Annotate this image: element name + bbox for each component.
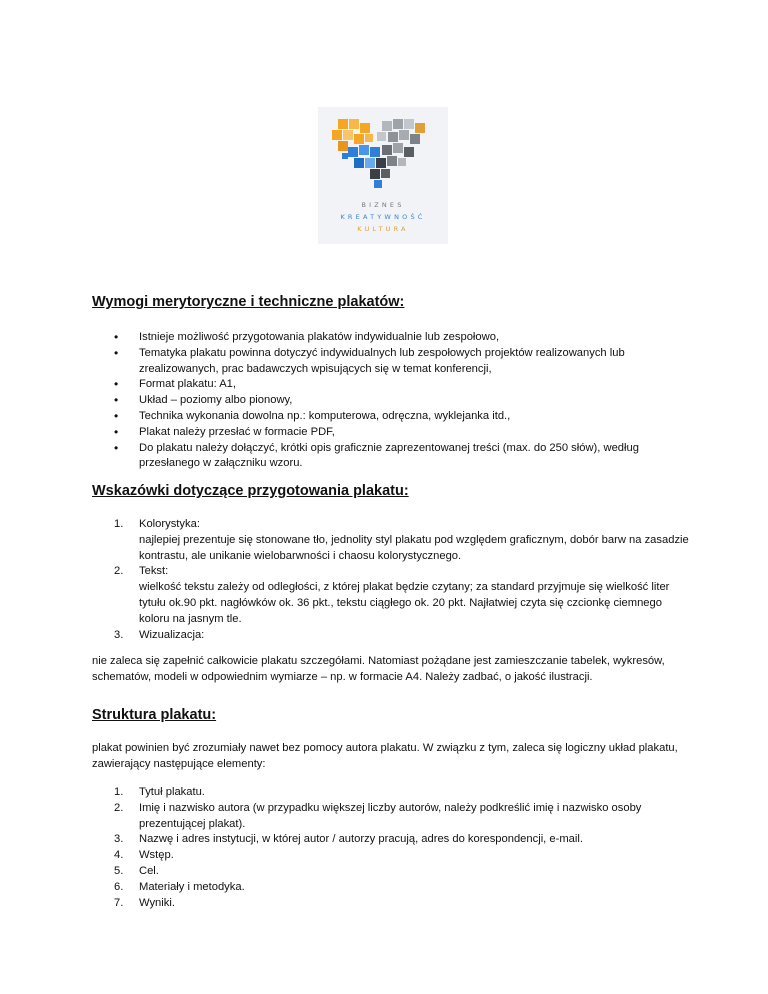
item-number: 1.: [114, 518, 124, 530]
item-text: Imię i nazwisko autora (w przypadku większej liczby autorów, należy podkreślić imię i nazwisko osoby prezentującej plakat).: [139, 801, 642, 830]
item-text: Wstęp.: [139, 849, 174, 862]
item-text: Tytuł plakatu.: [139, 786, 205, 798]
item-description: najlepiej prezentuje się stonowane tło, jednolity styl plakatu pod względem graficznym, dobór barw na zasadzie kontrastu, ale unikanie wielobarwności i chaosu kolorystycznego.: [139, 533, 689, 562]
item-title: Tekst:: [139, 565, 169, 578]
structure-intro: plakat powinien być zrozumiały nawet bez pomocy autora plakatu. W związku z tym, zaleca się logiczny układ plakatu, zawierający następujące elementy:: [92, 742, 678, 770]
item-description: wielkość tekstu zależy od odległości, z której plakat będzie czytany; za standard przyjmuje się wielkość liter tytułu ok.90 pkt. nagłówków ok. 36 pkt., tekstu ciągłego ok. 20 pkt. Najłatwiej czyta się czcionkę ciemnego koloru na jasnym tle.: [139, 581, 670, 625]
list-item: • Do plakatu należy dołączyć, krótki opis graficznie zaprezentowanej treści (max. do 250 słów), według przesłanego w załączniku wzoru.: [92, 441, 692, 473]
list-item: [92, 564, 692, 627]
item-number: 3.: [114, 833, 124, 846]
item-number: 7.: [114, 896, 124, 909]
item-text: Cel.: [139, 864, 159, 877]
item-number: 2.: [114, 801, 124, 814]
item-text: Wyniki.: [139, 896, 175, 909]
list-item: [92, 801, 692, 833]
list-item: • Technika wykonania dowolna np.: komputerowa, odręczna, wyklejanka itd.,: [92, 409, 692, 425]
item-title: Kolorystyka:: [139, 518, 200, 530]
list-item: [92, 864, 692, 880]
list-item: • Układ – poziomy albo pionowy,: [92, 393, 692, 409]
list-item: [92, 628, 692, 644]
list-item: • Istnieje możliwość przygotowania plakatów indywidualnie lub zespołowo,: [92, 330, 692, 346]
list-item: • Plakat należy przesłać w formacie PDF,: [92, 425, 692, 441]
item-text: Materiały i metodyka.: [139, 880, 245, 893]
logo-text-kreatywnosc: KREATYWNOŚĆ: [340, 213, 426, 221]
visualization-paragraph: nie zaleca się zapełnić całkowicie plakatu szczegółami. Natomiast pożądane jest zamieszczanie tabelek, wykresów, schematów, modeli w odpowiednim wymiarze – np. w formacie A4. Należy zadbać, o jakość ilustracji.: [92, 655, 665, 683]
structure-list: [92, 785, 692, 911]
logo-text-biznes: BIZNES: [361, 201, 405, 209]
requirements-list: [92, 330, 692, 472]
conference-logo: [318, 107, 448, 244]
list-item: [92, 896, 692, 912]
list-item: [92, 880, 692, 896]
section-heading-requirements: Wymogi merytoryczne i techniczne plakatów:: [92, 294, 405, 310]
list-item: • Format plakatu: A1,: [92, 377, 692, 393]
item-number: 4.: [114, 849, 124, 862]
heart-pixel-logo-icon: [318, 107, 448, 197]
item-number: 5.: [114, 864, 124, 877]
list-item: [92, 848, 692, 864]
list-item: • Tematyka plakatu powinna dotyczyć indywidualnych lub zespołowych projektów realizowanych lub zrealizowanych, prac badawczych wpisujących się w temat konferencji,: [92, 346, 692, 378]
section-heading-structure: Struktura plakatu:: [92, 707, 217, 723]
item-number: 3.: [114, 628, 124, 641]
logo-text-kultura: KULTURA: [357, 225, 409, 233]
section-heading-guidelines: Wskazówki dotyczące przygotowania plakatu:: [92, 483, 409, 499]
list-item: [92, 785, 692, 801]
list-item: [92, 517, 692, 564]
item-number: 2.: [114, 565, 124, 578]
item-number: 1.: [114, 786, 124, 798]
guidelines-list: [92, 517, 692, 643]
item-title: Wizualizacja:: [139, 628, 205, 641]
item-text: Nazwę i adres instytucji, w której autor / autorzy pracują, adres do korespondencji, e-mail.: [139, 833, 583, 846]
item-number: 6.: [114, 880, 124, 893]
list-item: [92, 832, 692, 848]
